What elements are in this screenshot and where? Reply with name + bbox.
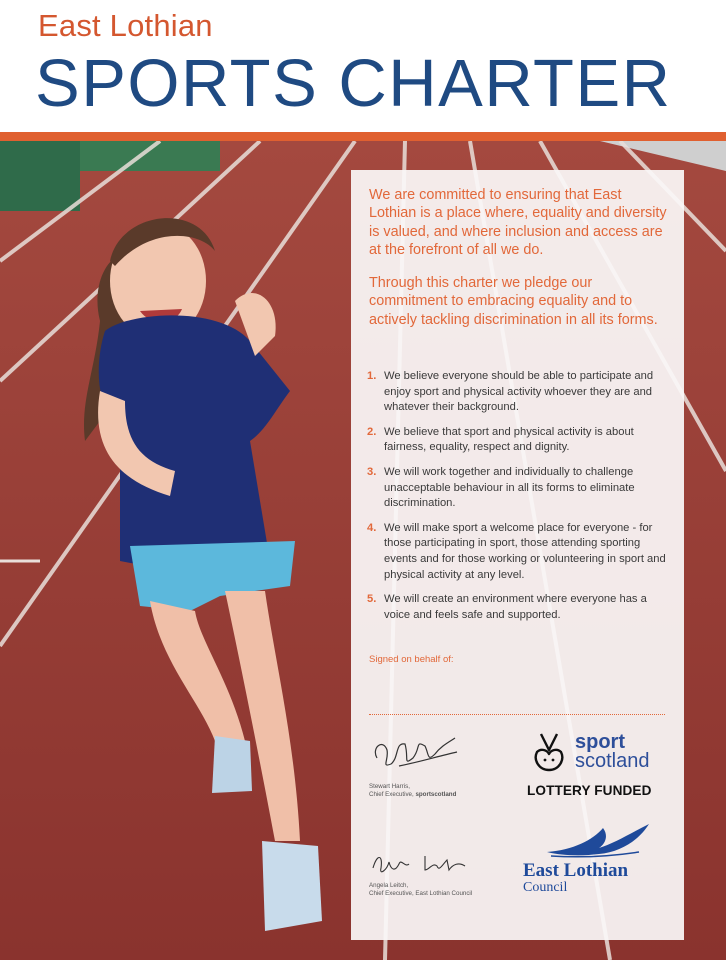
signatory-caption-1 (369, 783, 519, 799)
signature-angela-leitch (369, 846, 469, 880)
signatory-role: Chief Executive, East Lothian Council (369, 890, 473, 897)
pledge-item (367, 465, 672, 512)
pledge-text: We believe that sport and physical activity is about fairness, equality, respect and dignity. (384, 425, 634, 454)
pledge-text: We will work together and individually to challenge unacceptable behaviour in all its forms to eliminate discrimination. (384, 465, 635, 510)
charter-panel (351, 170, 684, 940)
pledge-number: 2. (367, 425, 377, 438)
intro-paragraph-2: Through this charter we pledge our commitment to embracing equality and to actively tackling discrimination in all its forms. (369, 275, 658, 328)
east-lothian-council-logo (523, 822, 673, 902)
pledge-item (367, 425, 672, 456)
signatory-name: Angela Leitch, (369, 882, 409, 889)
pledge-text: We will make sport a welcome place for everyone - for those participating in sport, those attending sporting events and for those working or volunteering in sport and physical activity at any level. (384, 521, 666, 581)
signatory-org: sportscotland (415, 791, 457, 798)
pledge-number: 4. (367, 521, 377, 534)
pledge-list (367, 369, 672, 632)
pledge-number: 3. (367, 465, 377, 478)
sportscotland-logo (527, 730, 672, 772)
pledge-item (367, 592, 672, 623)
pledge-item (367, 521, 672, 583)
header-divider (0, 132, 726, 141)
logo-scotland-text: scotland (575, 750, 650, 772)
signature-stewart-harris (369, 728, 459, 778)
header-kicker: East Lothian (38, 8, 213, 43)
pledge-item (367, 369, 672, 416)
header (0, 0, 726, 132)
pledge-text: We will create an environment where everyone has a voice and feels safe and supported. (384, 593, 647, 621)
signed-label: Signed on behalf of: (369, 654, 454, 665)
signatory-role: Chief Executive, (369, 791, 416, 798)
page-title: SPORTS CHARTER (35, 46, 672, 121)
lottery-crossed-fingers-icon (527, 730, 571, 772)
signature-divider (369, 714, 665, 715)
pledge-text: We believe everyone should be able to participate and enjoy sport and physical activity whoever they are and whatever their background. (384, 370, 654, 414)
pledge-number: 1. (367, 370, 377, 382)
pledge-number: 5. (367, 593, 377, 606)
lottery-funded-label: LOTTERY FUNDED (527, 783, 652, 798)
bird-emblem-icon (543, 822, 653, 860)
intro-paragraph-1: We are committed to ensuring that East Lothian is a place where, equality and diversity is valued, and where inclusion and access are at the forefront of all we do. (369, 187, 667, 259)
logo-council-text: Council (523, 880, 568, 895)
signatory-caption-2 (369, 882, 519, 898)
logo-sport-text: sport (575, 731, 625, 753)
signatory-name: Stewart Harris, (369, 783, 410, 790)
logo-east-lothian-text: East Lothian (523, 860, 629, 881)
